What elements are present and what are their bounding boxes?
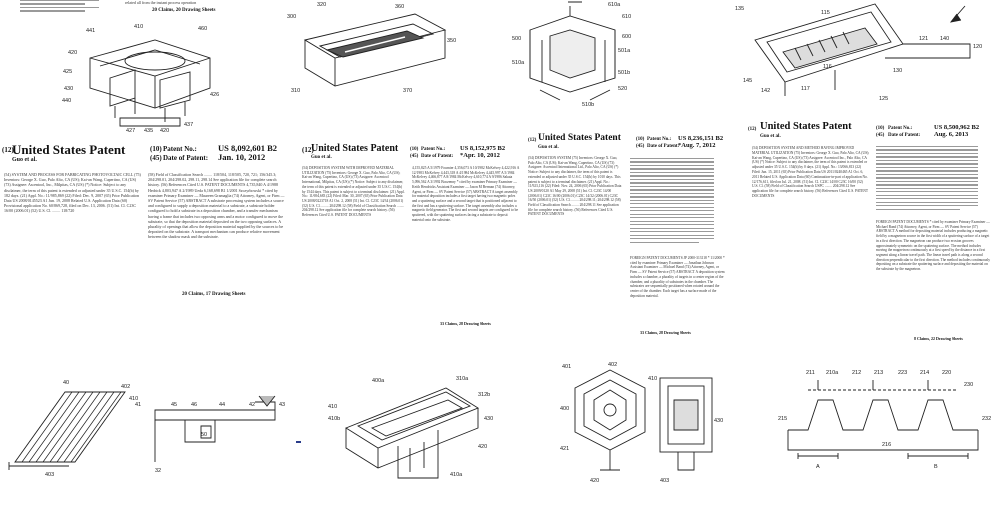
patent1-figure-chamber (60, 18, 230, 136)
svg-text:410: 410 (648, 376, 658, 382)
patent2-date-label: Date of Patent: (421, 154, 454, 159)
svg-text:440: 440 (62, 98, 72, 104)
patent4-profile-svg (778, 360, 997, 475)
svg-text:125: 125 (879, 96, 889, 102)
svg-text:120: 120 (973, 44, 983, 50)
svg-text:121: 121 (919, 36, 929, 42)
patent3-front-page (528, 130, 728, 340)
patent1-authors: Guo et al. (12, 157, 37, 163)
patent3-date: *Aug. 7, 2012 (678, 142, 716, 149)
svg-text:360: 360 (395, 4, 405, 10)
patent2-figure-assembly (328, 368, 518, 488)
svg-text:223: 223 (898, 370, 908, 376)
svg-text:A: A (816, 464, 820, 470)
top-strip-text: related all from the instant process operation (125, 0, 197, 5)
patent2-patent-no: US 8,152,975 B2 (460, 145, 506, 152)
svg-text:42: 42 (249, 402, 256, 408)
svg-text:50: 50 (201, 432, 208, 438)
patent3-figure-deposition (510, 0, 640, 108)
patent1-date: Jan. 10, 2012 (218, 152, 266, 162)
patent4-date: Aug. 6, 2013 (934, 131, 969, 138)
patent3-authors: Guo et al. (538, 145, 559, 150)
patent4-figure-svg (735, 0, 997, 112)
svg-text:520: 520 (618, 86, 628, 92)
top-left-ref-fragment (20, 0, 110, 17)
patent4-references-list (876, 146, 992, 218)
patent1-date-label: Date of Patent: (163, 154, 209, 162)
patent3-claims: 33 Claims, 28 Drawing Sheets (640, 330, 691, 335)
svg-text:215: 215 (778, 416, 788, 422)
patent2-authors: Guo et al. (311, 155, 332, 160)
svg-text:501a: 501a (618, 48, 631, 54)
svg-text:410: 410 (328, 404, 338, 410)
patent1-mask-svg (5, 372, 295, 482)
svg-text:320: 320 (317, 2, 327, 8)
patent3-patent-no-label: Patent No.: (647, 137, 672, 142)
patent2-date: *Apr. 10, 2012 (460, 152, 500, 159)
svg-text:212: 212 (852, 370, 862, 376)
patent4-code-date: (45) (876, 133, 885, 138)
patent3-patent-no: US 8,236,151 B2 (678, 135, 724, 142)
svg-text:220: 220 (942, 370, 952, 376)
patent4-code-title: (12) (748, 127, 757, 132)
svg-text:441: 441 (86, 28, 96, 34)
svg-text:232: 232 (982, 416, 992, 422)
top-strip-claims: 20 Claims, 20 Drawing Sheets (152, 8, 216, 13)
patent3-hexagon-svg (560, 360, 730, 495)
svg-text:430: 430 (64, 86, 74, 92)
patent2-figure-svg (285, 0, 455, 95)
svg-text:430: 430 (714, 418, 724, 424)
svg-text:116: 116 (823, 64, 832, 70)
patent3-figure-svg (510, 0, 640, 108)
svg-text:300: 300 (287, 14, 297, 20)
svg-text:211: 211 (806, 370, 815, 376)
patent2-front-page (300, 140, 522, 340)
svg-text:410a: 410a (450, 472, 463, 478)
svg-text:214: 214 (920, 370, 930, 376)
svg-text:426: 426 (210, 92, 220, 98)
patent3-code-date: (45) (636, 144, 645, 149)
patent1-patent-no: US 8,092,601 B2 (218, 143, 278, 153)
svg-text:145: 145 (743, 78, 753, 84)
svg-text:41: 41 (135, 402, 142, 408)
svg-text:600: 600 (622, 34, 632, 40)
patent4-figure-profile (778, 360, 997, 475)
svg-text:213: 213 (874, 370, 884, 376)
svg-text:135: 135 (735, 6, 745, 12)
patent1-figure-svg (60, 18, 230, 136)
svg-text:610a: 610a (608, 2, 621, 8)
svg-text:435: 435 (144, 128, 154, 134)
svg-text:216: 216 (882, 442, 892, 448)
svg-text:140: 140 (940, 36, 950, 42)
blue-mark (296, 441, 301, 443)
patent3-left-column: (54) DEPOSITION SYSTEM (75) Inventors: George X. Guo, Palo Alto, CA (US); Kai-an Wang, Cupertino, CA (US) (73) Assignee: Ascentool International Ltd., Palo Alto, CA (US) (*) Notice: Subject to any disclaimer, the term of this patent is extended or adjusted under 35 U.S.C. 154(b) by 1010 days. This patent is subject to a terminal disclaimer. (21) Appl. No.: 11/923,116 (22) Filed: Nov. 24, 2006 (65) Prior Publication Data US 2009/0120 A1 May 29, 2008 (51) Int. Cl. C23C 14/00 (2006.01) C23C 16/00 (2006.01) C23C 14/32 (2006.01) C23C 16/50 (2006.01) (52) U.S. Cl. ........ 204/298.11; 204/298.12 (58) Field of Classification Search ........ 204/298.11 See application file for complete search history. (56) References Cited U.S. PATENT DOCUMENTS (528, 156, 622, 217)
svg-text:610: 610 (622, 14, 632, 20)
svg-text:500: 500 (512, 36, 522, 42)
patent1-left-column: (54) SYSTEM AND PROCESS FOR FABRICATING PHOTOVOLTAIC CELL (75) Inventors: George X. Guo, Palo Alto, CA (US); Kai-an Wang, Cupertino, CA (US) (73) Assignee: Ascentool, Inc., Milpitas, CA (US) (*) Notice: Subject to any disclaimer, the term of this patent is extended or adjusted under 35 U.S.C. 154(b) by 182 days. (21) Appl. No.: 11/985,869 (22) Filed: Dec. 9, 2007 (65) Prior Publication Data US 2008/0145523 A1 Jun. 19, 2008 Related U.S. Application Data (60) Provisional application No. 60/869,728, filed on Dec. 13, 2006. (51) Int. Cl. C23C 16/00 (2006.01) (52) U.S. Cl. ........ 118/720 (4, 172, 141, 214)
svg-text:401: 401 (562, 364, 572, 370)
patent4-authors: Guo et al. (760, 134, 781, 139)
patent4-right-column: FOREIGN PATENT DOCUMENTS * cited by examiner Primary Examiner — Michael Band (74) Attorney, Agent, or Firm — SV Patent Service (57) ABSTRACT A method for depositing material includes producing a magnetic field by a magnetron source in the first width of a sputtering surface of a target in a first direction. The magnetron can produce two erosion grooves approximately symmetric on the sputtering surface. The method includes moving the magnetron continuously at a first speed by the distance in a first segment along a linear travel path. The linear travel path is along a second direction perpendicular to the first direction. The method includes continuously depositing on a substrate the sputtering surface and depositing the material on the substrate by the magnetron. (876, 220, 991, 272)
svg-text:410: 410 (129, 396, 139, 402)
svg-text:43: 43 (279, 402, 286, 408)
svg-text:310a: 310a (456, 376, 469, 382)
patent2-left-column: (54) DEPOSITION SYSTEM WITH IMPROVED MATERIAL UTILIZATION (75) Inventors: George X. Guo, Palo Alto, CA (US); Kai-an Wang, Cupertino, CA (US) (73) Assignee: Ascentool International, Milpitas, CA (US) (*) Notice: Subject to any disclaimer, the term of this patent is extended or adjusted under 35 U.S.C. 154(b) by 1544 days. This patent is subject to a terminal disclaimer. (21) Appl. No.: 11/694,683 (22) Filed: Mar. 30, 2007 (65) Prior Publication Data US 2008/0223718 A1 Oct. 2, 2008 (51) Int. Cl. C23C 14/34 (2006.01) (52) U.S. Cl. ........ 204/298.12 (58) Field of Classification Search ........ 204/298.12 See application file for complete search history. (56) References Cited U.S. PATENT DOCUMENTS (302, 166, 405, 218)
svg-text:427: 427 (126, 128, 136, 134)
svg-text:420: 420 (590, 478, 600, 484)
patent1-patent-no-label: Patent No.: (163, 145, 197, 153)
patent3-references-list (630, 158, 726, 252)
patent2-patent-no-label: Patent No.: (421, 147, 446, 152)
svg-text:310: 310 (291, 88, 301, 94)
patent2-code-patent-no: (10) (410, 147, 419, 152)
patent4-title: United States Patent (760, 121, 852, 132)
patent3-date-label: Date of Patent: (647, 144, 680, 149)
svg-text:400a: 400a (372, 378, 385, 384)
patent3-figure-hexagon (560, 360, 730, 495)
patent3-right-column: FOREIGN PATENT DOCUMENTS JP 2000-313118 * 11/2000 * cited by examiner Primary Examiner — Jonathan Johnson Assistant Examiner — Michael Band (74) Attorney, Agent, or Firm — SV Patent Service (57) ABSTRACT A deposition system includes a chamber, a plurality of targets in a center region of the chamber, and a plurality of substrates in the chamber. The substrates are sequentially positioned when rotated around the center of the chamber. Each target has a surface made of the deposition material. (630, 256, 725, 298)
patent4-code-patent-no: (10) (876, 126, 885, 131)
svg-text:437: 437 (184, 122, 194, 128)
svg-text:370: 370 (403, 88, 413, 94)
svg-text:420: 420 (160, 128, 170, 134)
svg-text:130: 130 (893, 68, 903, 74)
svg-text:510a: 510a (512, 60, 525, 66)
svg-text:210a: 210a (826, 370, 839, 376)
svg-text:402: 402 (608, 362, 618, 368)
svg-text:B: B (934, 464, 938, 470)
svg-text:460: 460 (198, 26, 208, 32)
patent4-figure-magnetron (735, 0, 997, 112)
patent4-patent-no: US 8,500,962 B2 (934, 124, 980, 131)
patent4-front-page (748, 120, 997, 345)
svg-text:400: 400 (560, 406, 570, 412)
svg-text:142: 142 (761, 88, 771, 94)
patent4-patent-no-label: Patent No.: (888, 126, 913, 131)
patent2-code-title: (12) (302, 146, 314, 154)
svg-text:44: 44 (219, 402, 226, 408)
patent1-front-page (0, 140, 290, 350)
svg-text:403: 403 (660, 478, 670, 484)
svg-text:501b: 501b (618, 70, 631, 76)
svg-text:32: 32 (155, 468, 162, 474)
patent1-figure-mask (5, 372, 295, 482)
svg-text:410b: 410b (328, 416, 341, 422)
patent1-code-title: (12) (2, 146, 14, 154)
svg-text:230: 230 (964, 382, 974, 388)
patent2-right-column: 4,155,825 A 5/1979 Fournier 4,356,073 A 10/1982 McKelvey 4,422,916 A 12/1983 McKelvey 4,443,318 A 4/1984 McKelvey 4,445,997 A 5/1984 McKelvey 4,466,877 A 8/1984 McKelvey 4,610,774 A 9/1986 Sakata 5,096,562 A 3/1992 Boozenny * cited by examiner Primary Examiner — Keith Hendricks Assistant Examiner — Jason M Berman (74) Attorney, Agent, or Firm — SV Patent Service (57) ABSTRACT A target assembly for material deposition includes a first target having two magnetic poles and a sputtering surface and a second target that is positioned adjacent to the first and has a sputtering surface. The target assembly also includes a magnetic field generator. The first and second targets are configured to be sputtered, with the sputtering surfaces facing a substrate to deposit material onto the substrate. (412, 166, 520, 222)
patent2-assembly-svg (328, 368, 518, 488)
svg-text:46: 46 (191, 402, 198, 408)
svg-text:410: 410 (134, 24, 144, 30)
patent1-code-date: (45) (150, 154, 162, 162)
patent1-claims: 20 Claims, 17 Drawing Sheets (182, 292, 246, 297)
svg-text:40: 40 (63, 380, 70, 386)
patent4-left-column: (54) DEPOSITION SYSTEM AND METHOD HAVING IMPROVED MATERIAL UTILIZATION (75) Inventors: George X. Guo, Palo Alto, CA (US); Kai-an Wang, Cupertino, CA (US) (73) Assignee: Ascentool Inc., Palo Alto, CA (US) (*) Notice: Subject to any disclaimer, the term of this patent is extended or adjusted under 35 U.S.C. 154(b) by 0 days. (21) Appl. No.: 13/066,813 (22) Filed: Jun. 15, 2011 (65) Prior Publication Data US 2011/0240465 A1 Oct. 6, 2011 Related U.S. Application Data (60) Continuation-in-part of application No. 12/176,611, filed on Jul. 21, 2008. (51) Int. Cl. C23C 14/00 C23C 16/00 (52) U.S. Cl. (58) Field of Classification Search USPC ........ 204/298.12 See application file for complete search history. (56) References Cited U.S. PATENT DOCUMENTS (752, 146, 870, 198)
svg-text:312b: 312b (478, 392, 491, 398)
svg-text:45: 45 (171, 402, 178, 408)
patent3-title: United States Patent (538, 133, 621, 143)
svg-text:117: 117 (801, 86, 810, 92)
patent2-figure-target (285, 0, 455, 95)
patent2-title: United States Patent (311, 143, 399, 154)
svg-text:420: 420 (478, 444, 488, 450)
patent2-claims: 33 Claims, 28 Drawing Sheets (440, 321, 491, 326)
patent4-date-label: Date of Patent: (888, 133, 921, 138)
patent1-title: United States Patent (12, 142, 126, 157)
svg-text:420: 420 (68, 50, 78, 56)
svg-text:350: 350 (447, 38, 457, 44)
patent2-code-date: (45) (410, 154, 419, 159)
patent4-claims: 8 Claims, 22 Drawing Sheets (914, 336, 963, 341)
svg-text:510b: 510b (582, 102, 595, 108)
patent3-code-title: (12) (528, 138, 537, 143)
svg-text:115: 115 (821, 10, 830, 16)
svg-text:425: 425 (63, 69, 73, 75)
patent3-code-patent-no: (10) (636, 137, 645, 142)
patent1-code-patent-no: (10) (150, 145, 162, 153)
svg-text:402: 402 (121, 384, 131, 390)
svg-text:430: 430 (484, 416, 494, 422)
svg-text:421: 421 (560, 446, 570, 452)
patent1-right-column: (58) Field of Classification Search ........ 118/504, 118/505, 720, 721; 156/345.3; 204/298.01, 204/298.02, 298.11, 298.14 See application file for complete search history. (56) References Cited U.S. PATENT DOCUMENTS 4,735,840 A 4/1988 Hedrick 4,803,947 A 2/1989 Ueda 6,168,698 B1 1/2001 Szczyrbowski * cited by examiner Primary Examiner — Maureen Gramaglia (74) Attorney, Agent, or Firm — SV Patent Service (57) ABSTRACT A substrate processing system includes a source and configured to supply a deposition material to a substrate, a substrate holder configured to hold a substrate in a deposition chamber, and a transfer mechanism having a frame that includes two opposing arms and a motor configured to move the substrate, so that the deposition material deposited on the two opposing surfaces. A plurality of openings that allow the deposition material supplied by the sources to be deposited on the substrate. A transport mechanism can produce relative movement between the shadow mask and the substrate. (148, 172, 285, 240)
svg-text:403: 403 (45, 472, 55, 478)
